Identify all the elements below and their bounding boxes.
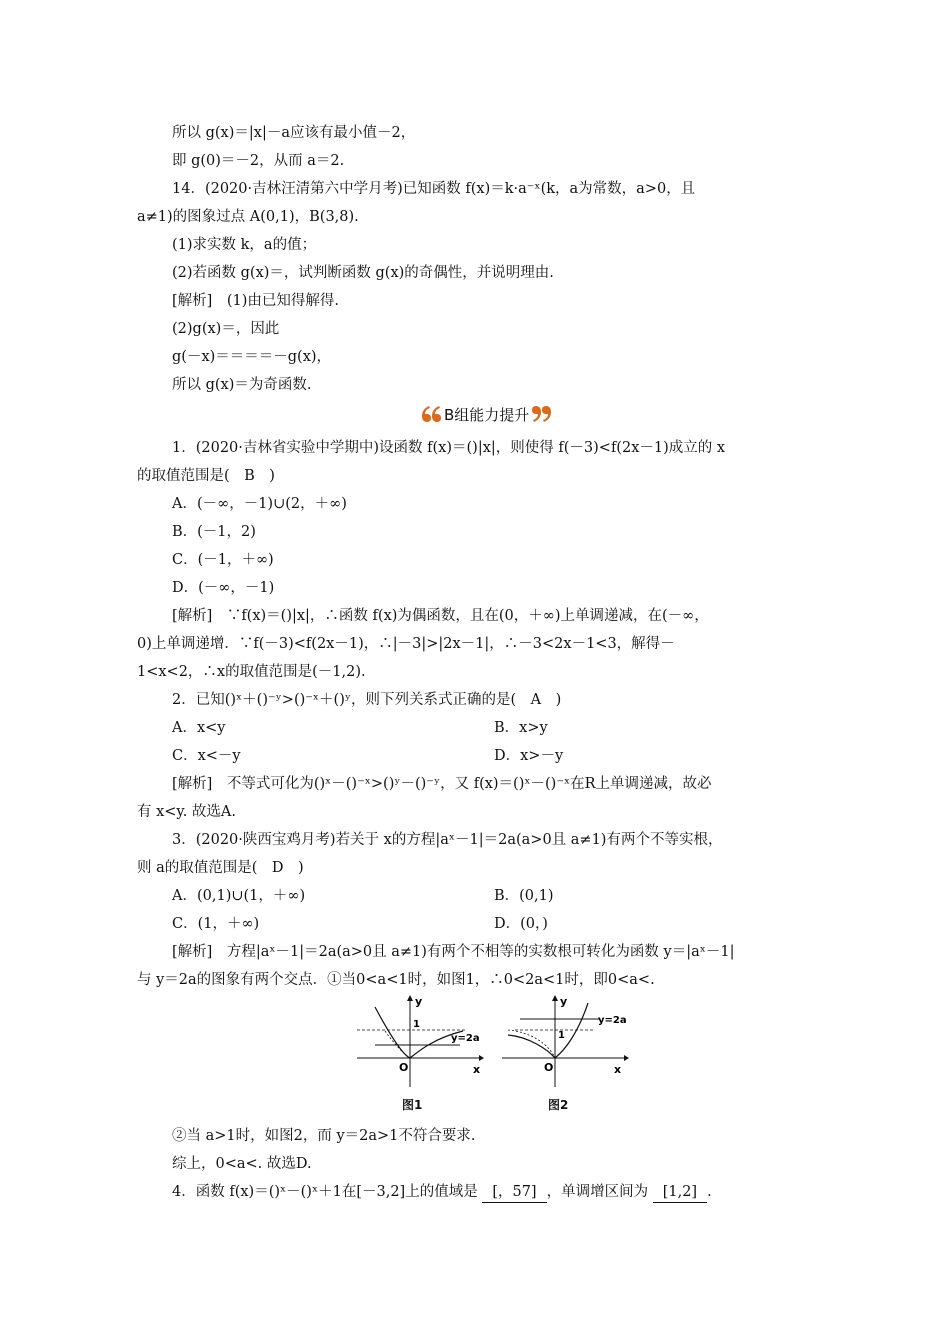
option-b: B．x>y [494, 720, 548, 736]
origin-label: O [399, 1061, 409, 1074]
text-line: g(－x)＝＝＝＝－g(x)， [172, 349, 332, 365]
line-label: y=2a [451, 1033, 480, 1044]
question-4-stem [172, 1182, 712, 1203]
one-label: 1 [413, 1019, 420, 1030]
y-axis-label: y [415, 995, 423, 1008]
text-line: [解析] (1)由已知得解得. [172, 293, 339, 309]
solution-text: 与 y＝2a的图象有两个交点．①当0<a<1时，如图1，∴0<2a<1时，即0<a<. [137, 972, 655, 988]
text-line: 所以 g(x)＝为奇函数. [172, 377, 312, 393]
origin-label: O [544, 1061, 554, 1074]
y-axis-label: y [560, 995, 568, 1008]
x-axis-label: x [473, 1063, 481, 1076]
solution-text: 1<x<2，∴x的取值范围是(－1,2). [137, 664, 366, 680]
question-1-stem: 的取值范围是( B ) [137, 468, 275, 484]
figure-1-caption: 图1 [402, 1098, 423, 1112]
answer-blank-range: [，57] [482, 1182, 546, 1203]
text-line: (2)g(x)＝，因此 [172, 321, 280, 337]
option-a: A．(0,1)∪(1，＋∞) [172, 888, 306, 904]
x-axis-label: x [614, 1063, 622, 1076]
solution-text: [解析] 不等式可化为()ˣ－()⁻ˣ>()ʸ－()⁻ʸ，又 f(x)＝()ˣ－()⁻ˣ在R上单调递减，故必 [172, 776, 712, 792]
figure-1 [355, 995, 485, 1090]
figure-2-caption: 图2 [548, 1098, 569, 1112]
option-d: D．x>－y [494, 748, 564, 764]
option-b: B．(－1，2) [172, 524, 256, 540]
option-a: A．x<y [172, 720, 226, 736]
option-d: D．(0，) [494, 916, 548, 932]
text-line: 即 g(0)＝－2，从而 a＝2. [172, 153, 345, 169]
option-a: A．(－∞，－1)∪(2，＋∞) [172, 496, 347, 512]
answer-blank-interval: [1,2] [653, 1182, 707, 1203]
text-line: 14．(2020·吉林汪清第六中学月考)已知函数 f(x)＝k·a⁻ˣ(k，a为常数，a>0，且 [172, 181, 696, 197]
solution-text: 综上，0<a<. 故选D. [172, 1156, 312, 1172]
figure-2 [500, 995, 630, 1090]
option-c: C．(－1，＋∞) [172, 552, 274, 568]
solution-text: ②当 a>1时，如图2，而 y＝2a>1不符合要求. [172, 1128, 476, 1144]
solution-text: [解析] 方程|aˣ－1|＝2a(a>0且 a≠1)有两个不相等的实数根可转化为函数 y＝|aˣ－1| [172, 944, 735, 960]
text-line: 所以 g(x)＝|x|－a应该有最小值－2， [172, 125, 416, 141]
line-label: y=2a [598, 1015, 627, 1026]
question-4-text: ，单调增区间为 [546, 1184, 649, 1200]
question-3-stem: 则 a的取值范围是( D ) [137, 860, 304, 876]
text-line: (1)求实数 k，a的值； [172, 237, 317, 253]
question-4-text: . [707, 1184, 712, 1200]
question-3-stem: 3．(2020·陕西宝鸡月考)若关于 x的方程|aˣ－1|＝2a(a>0且 a≠1)有两个不等实根， [172, 832, 723, 848]
figure-2-graph [500, 995, 630, 1090]
close-quote-icon [531, 403, 553, 425]
solution-text: 0)上单调递增．∵f(－3)<f(2x－1)，∴|－3|>|2x－1|，∴－3<2x－1<3，解得－ [137, 636, 675, 652]
solution-text: [解析] ∵f(x)＝()|x|，∴函数 f(x)为偶函数，且在(0，＋∞)上单调递减，在(－∞， [172, 608, 709, 624]
text-line: (2)若函数 g(x)＝，试判断函数 g(x)的奇偶性，并说明理由. [172, 265, 554, 281]
option-b: B．(0,1) [494, 888, 554, 904]
question-4-text: 4．函数 f(x)＝()ˣ－()ˣ＋1在[－3,2]上的值域是 [172, 1184, 478, 1200]
figure-1-graph [355, 995, 485, 1090]
open-quote-icon [420, 403, 442, 425]
question-1-stem: 1．(2020·吉林省实验中学期中)设函数 f(x)＝()|x|，则使得 f(－3)<f(2x－1)成立的 x [172, 440, 726, 456]
option-c: C．x<－y [172, 748, 241, 764]
option-d: D．(－∞，－1) [172, 580, 275, 596]
section-title: B组能力提升 [444, 405, 530, 424]
text-line: a≠1)的图象过点 A(0,1)，B(3,8). [137, 209, 359, 225]
question-2-stem: 2．已知()ˣ＋()⁻ʸ>()⁻ˣ＋()ʸ，则下列关系式正确的是( A ) [172, 692, 562, 708]
option-c: C．(1，＋∞) [172, 916, 260, 932]
section-header [420, 400, 553, 428]
solution-text: 有 x<y. 故选A. [137, 804, 237, 820]
one-label: 1 [558, 1030, 565, 1041]
